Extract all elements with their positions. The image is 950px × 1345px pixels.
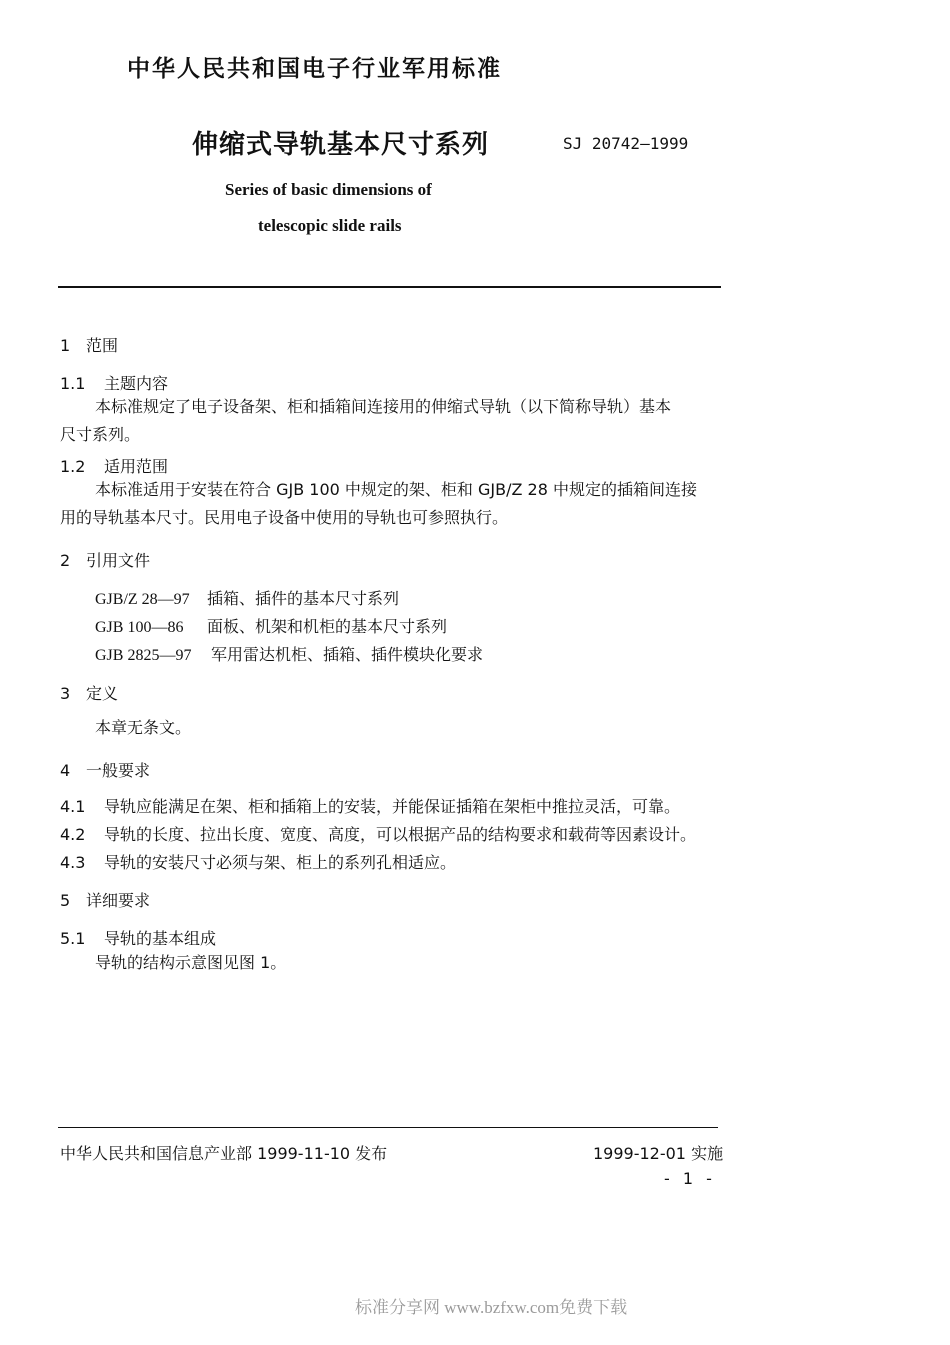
section-text: 导轨的安装尺寸必须与架、柜上的系列孔相适应。 [104, 853, 457, 872]
page-number: - 1 - [664, 1169, 716, 1188]
section-title: 一般要求 [86, 761, 151, 780]
header-divider [58, 286, 721, 288]
issuing-body-title: 中华人民共和国电子行业军用标准 [127, 56, 502, 82]
reference-code: GJB 2825—97 [95, 647, 192, 664]
standard-title-en-line2: telescopic slide rails [258, 216, 402, 235]
section-3-heading [60, 681, 118, 704]
section-title: 详细要求 [86, 891, 151, 910]
reference-code: GJB/Z 28—97 [95, 591, 190, 608]
section-1-1-heading [60, 371, 168, 394]
reference-item [95, 614, 447, 637]
section-number: 4.2 [60, 825, 86, 844]
effective-date: 1999-12-01 实施 [593, 1144, 724, 1163]
section-2-heading [60, 548, 150, 571]
standard-title-en-line1: Series of basic dimensions of [225, 180, 432, 199]
section-number: 1 [60, 336, 71, 355]
section-3-text: 本章无条文。 [95, 718, 192, 737]
section-5-heading [60, 888, 150, 911]
section-title: 范围 [86, 336, 119, 355]
section-1-2-text-line2: 用的导轨基本尺寸。民用电子设备中使用的导轨也可参照执行。 [60, 508, 509, 527]
reference-title: 面板、机架和机柜的基本尺寸系列 [207, 617, 448, 636]
section-number: 5 [60, 891, 71, 910]
section-title: 导轨的基本组成 [104, 929, 217, 948]
section-1-heading [60, 333, 118, 356]
reference-title: 插箱、插件的基本尺寸系列 [207, 589, 400, 608]
standard-code: SJ 20742—1999 [563, 134, 689, 153]
reference-item [95, 586, 399, 609]
section-1-1-text-line1: 本标准规定了电子设备架、柜和插箱间连接用的伸缩式导轨（以下简称导轨）基本 [95, 397, 672, 416]
section-1-2-heading [60, 454, 168, 477]
reference-item [95, 642, 483, 665]
section-number: 1.1 [60, 374, 86, 393]
section-number: 2 [60, 551, 71, 570]
section-4-heading [60, 758, 150, 781]
section-title: 定义 [86, 684, 119, 703]
section-5-1-heading [60, 926, 216, 949]
section-title: 适用范围 [104, 457, 169, 476]
standard-title-cn: 伸缩式导轨基本尺寸系列 [192, 130, 490, 160]
section-number: 4.3 [60, 853, 86, 872]
section-text: 导轨的长度、拉出长度、宽度、高度，可以根据产品的结构要求和载荷等因素设计。 [104, 825, 697, 844]
section-title: 主题内容 [104, 374, 169, 393]
section-1-1-text-line2: 尺寸系列。 [60, 425, 141, 444]
section-text: 导轨应能满足在架、柜和插箱上的安装，并能保证插箱在架柜中推拉灵活，可靠。 [104, 797, 681, 816]
reference-title: 军用雷达机柜、插箱、插件模块化要求 [211, 645, 484, 664]
section-4-3 [60, 850, 456, 873]
section-number: 4 [60, 761, 71, 780]
issue-statement: 中华人民共和国信息产业部 1999-11-10 发布 [60, 1144, 388, 1163]
reference-code: GJB 100—86 [95, 619, 184, 636]
section-4-2 [60, 822, 696, 845]
section-4-1 [60, 794, 680, 817]
section-number: 4.1 [60, 797, 86, 816]
section-1-2-text-line1: 本标准适用于安装在符合 GJB 100 中规定的架、柜和 GJB/Z 28 中规定的插箱间连接 [95, 480, 697, 499]
section-number: 5.1 [60, 929, 86, 948]
section-5-1-text: 导轨的结构示意图见图 1。 [95, 953, 287, 972]
section-number: 3 [60, 684, 71, 703]
section-number: 1.2 [60, 457, 86, 476]
footer-divider [58, 1127, 718, 1128]
watermark-text: 标准分享网 www.bzfxw.com免费下载 [355, 1298, 628, 1317]
section-title: 引用文件 [86, 551, 151, 570]
